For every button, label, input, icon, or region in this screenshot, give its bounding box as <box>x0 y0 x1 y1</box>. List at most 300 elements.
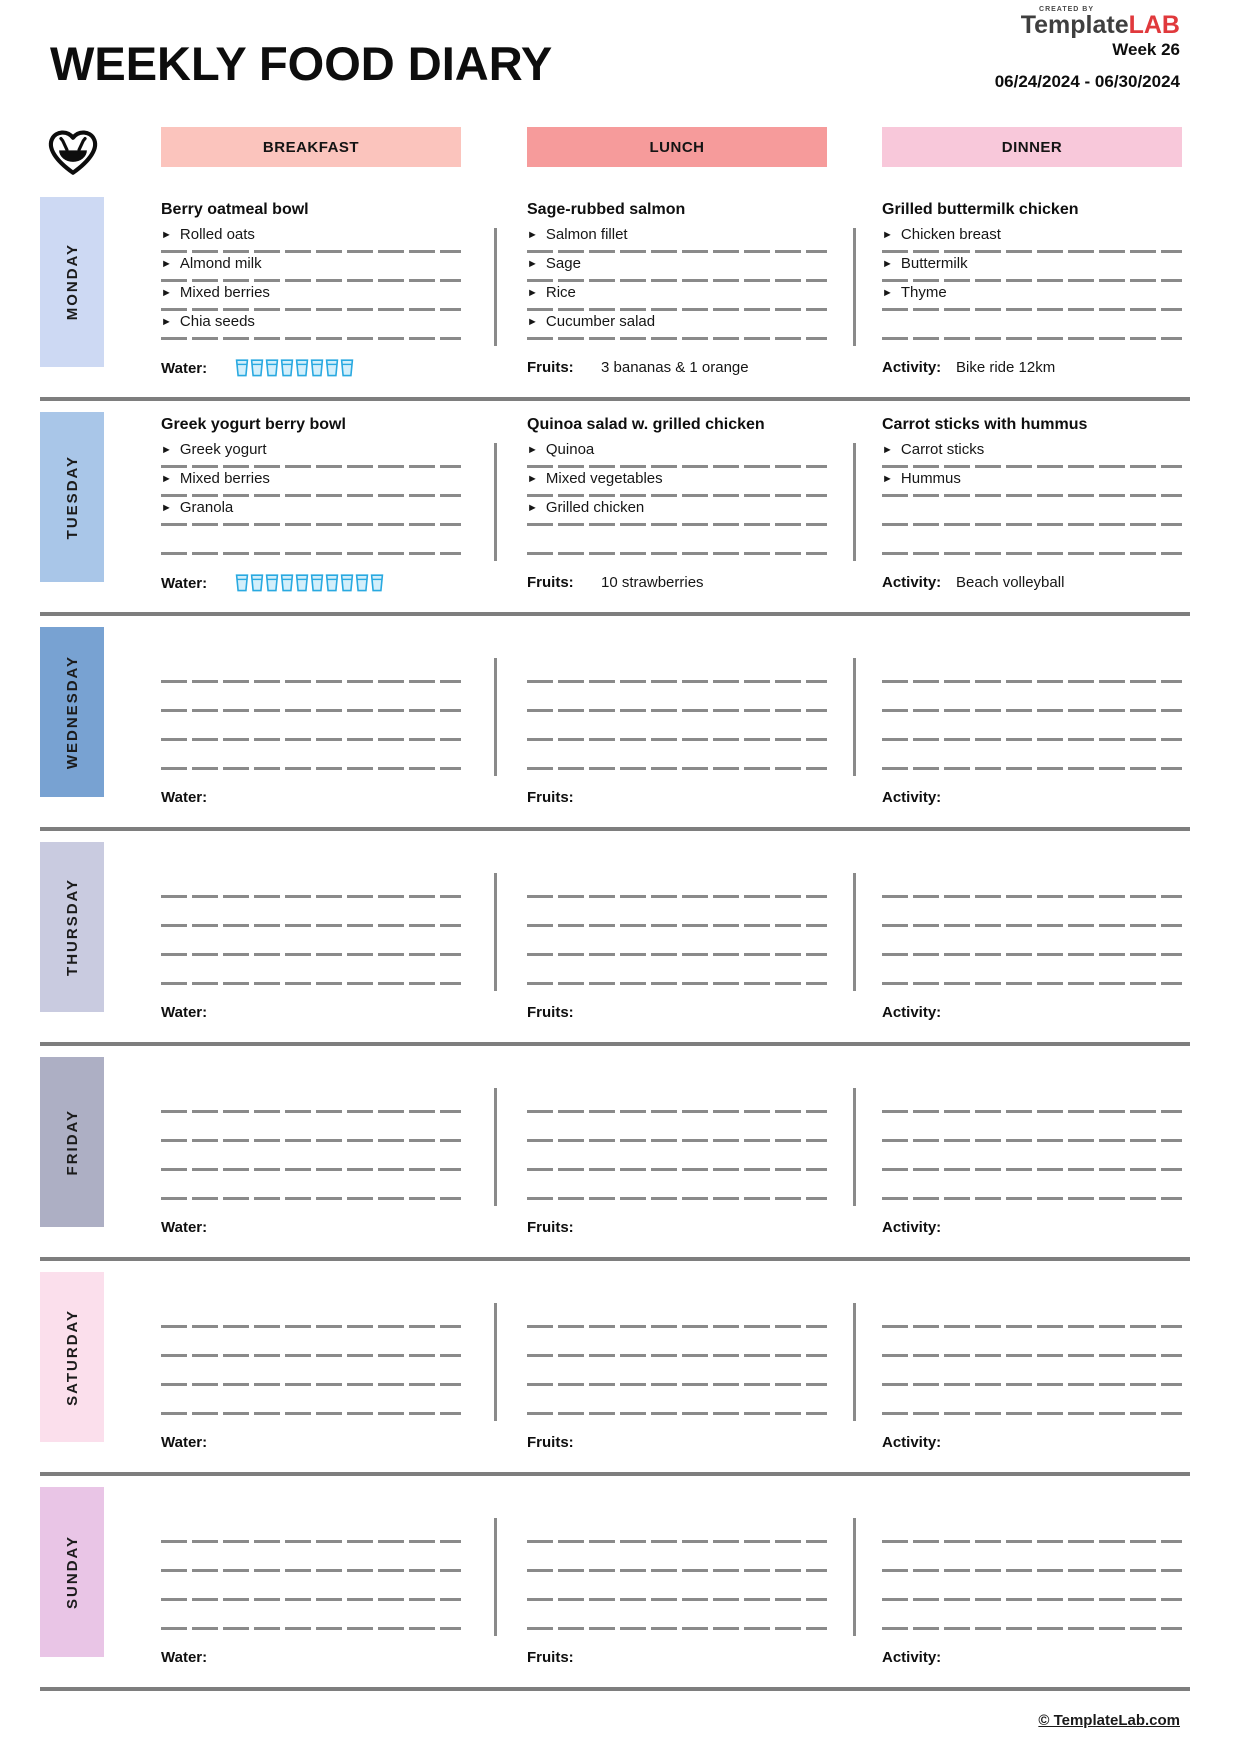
entry-underline <box>882 308 1182 311</box>
blank-entry-line <box>882 929 1182 958</box>
blank-entry-line <box>161 929 461 958</box>
activity-field <box>882 359 1055 376</box>
entry-underline <box>882 279 1182 282</box>
entry-underline <box>161 680 461 683</box>
meal-item-text: Chicken breast <box>900 226 1001 243</box>
entry-underline <box>161 1598 461 1601</box>
blank-entry-line <box>882 1603 1182 1632</box>
entry-underline <box>161 1110 461 1113</box>
meal-item-row <box>527 499 827 528</box>
fruits-label: Fruits: <box>527 789 574 806</box>
meal-item-text: Thyme <box>900 284 947 301</box>
blank-entry-line <box>527 1545 827 1574</box>
entry-underline <box>527 1325 827 1328</box>
day-name-label: SUNDAY <box>63 1535 81 1609</box>
fruits-field <box>527 359 749 376</box>
column-divider <box>494 1303 497 1421</box>
blank-entry-line <box>882 714 1182 743</box>
water-field <box>161 789 235 806</box>
blank-entry-line <box>527 1330 827 1359</box>
meal-item-text: Grilled chicken <box>545 499 645 516</box>
blank-entry-line <box>161 1388 461 1417</box>
column-divider <box>494 443 497 561</box>
brand-template-text: Template <box>1020 11 1129 39</box>
fruits-field <box>527 1004 601 1021</box>
meal-title <box>882 1261 1182 1301</box>
water-label: Water: <box>161 1004 208 1021</box>
meal-item-text: Sage <box>545 255 581 272</box>
entry-underline <box>882 982 1182 985</box>
bullet-icon: ► <box>882 287 893 299</box>
activity-field <box>882 789 956 806</box>
entry-underline <box>527 1354 827 1357</box>
entry-underline <box>527 1598 827 1601</box>
entry-underline <box>882 1197 1182 1200</box>
meal-item-text: Quinoa <box>545 441 595 458</box>
blank-entry-line <box>527 958 827 987</box>
entry-underline <box>882 552 1182 555</box>
blank-entry-line <box>882 1115 1182 1144</box>
entry-underline <box>527 1412 827 1415</box>
entry-underline <box>161 1412 461 1415</box>
blank-entry-line <box>161 1144 461 1173</box>
activity-label: Activity: <box>882 789 942 806</box>
activity-label: Activity: <box>882 1434 942 1451</box>
entry-underline <box>882 465 1182 468</box>
date-range: 06/24/2024 - 06/30/2024 <box>994 72 1180 91</box>
water-label: Water: <box>161 1434 208 1451</box>
meal-title: Berry oatmeal bowl <box>161 201 309 218</box>
blank-entry-line <box>161 1516 461 1545</box>
meal-item-row <box>882 470 1182 499</box>
entry-underline <box>527 1569 827 1572</box>
blank-entry-line <box>161 958 461 987</box>
brand-lab-text: LAB <box>1128 11 1180 39</box>
blank-entry-line <box>527 1574 827 1603</box>
blank-entry-line <box>527 1516 827 1545</box>
blank-entry-line <box>882 1330 1182 1359</box>
fruits-label: Fruits: <box>527 359 574 376</box>
meal-item-row <box>527 313 827 342</box>
day-section-friday <box>40 1046 1190 1261</box>
entry-underline <box>882 738 1182 741</box>
day-tab-friday <box>40 1057 104 1227</box>
activity-label: Activity: <box>882 1219 942 1236</box>
entry-underline <box>882 1383 1182 1386</box>
entry-underline <box>882 895 1182 898</box>
diary-grid <box>40 186 1240 1691</box>
column-header-lunch: LUNCH <box>527 127 827 167</box>
water-cup-icon <box>280 359 294 377</box>
activity-label: Activity: <box>882 574 942 591</box>
water-field <box>161 574 384 592</box>
water-cup-icon <box>340 359 354 377</box>
bullet-icon: ► <box>161 287 172 299</box>
blank-entry-line <box>882 1086 1182 1115</box>
day-name-label: TUESDAY <box>63 454 81 540</box>
blank-entry-line <box>882 685 1182 714</box>
blank-entry-line <box>882 1359 1182 1388</box>
entry-underline <box>527 1197 827 1200</box>
meal-item-text: Carrot sticks <box>900 441 985 458</box>
water-field <box>161 1434 235 1451</box>
activity-field <box>882 1219 956 1236</box>
day-tab-monday <box>40 197 104 367</box>
entry-underline <box>527 1110 827 1113</box>
activity-field <box>882 574 1064 591</box>
water-cup-icon <box>295 359 309 377</box>
meal-item-row <box>161 255 461 284</box>
day-name-label: WEDNESDAY <box>63 654 81 770</box>
created-by-label: CREATED BY <box>1039 6 1094 13</box>
water-cups <box>235 359 354 377</box>
entry-underline <box>882 709 1182 712</box>
water-cup-icon <box>325 574 339 592</box>
water-cup-icon <box>310 574 324 592</box>
day-section-sunday <box>40 1476 1190 1691</box>
day-name-label: MONDAY <box>63 243 81 321</box>
meal-title <box>161 1046 461 1086</box>
entry-underline <box>882 1110 1182 1113</box>
blank-entry-line <box>882 900 1182 929</box>
blank-entry-line <box>527 1173 827 1202</box>
water-cup-icon <box>340 574 354 592</box>
blank-entry-line <box>161 685 461 714</box>
daily-meta-row <box>40 574 1190 596</box>
blank-entry-line <box>527 900 827 929</box>
meal-item-row <box>882 441 1182 470</box>
bullet-icon: ► <box>161 502 172 514</box>
entry-underline <box>161 1197 461 1200</box>
water-cup-icon <box>250 359 264 377</box>
water-cup-icon <box>310 359 324 377</box>
daily-meta-row <box>40 789 1190 811</box>
blank-entry-line <box>527 656 827 685</box>
entry-underline <box>527 709 827 712</box>
blank-entry-line <box>527 1144 827 1173</box>
blank-entry-line <box>882 743 1182 772</box>
meal-title <box>527 831 827 871</box>
entry-underline <box>161 924 461 927</box>
day-section-saturday <box>40 1261 1190 1476</box>
meal-item-row <box>527 470 827 499</box>
water-field <box>161 1649 235 1666</box>
entry-underline <box>161 1325 461 1328</box>
blank-entry-line <box>527 871 827 900</box>
water-label: Water: <box>161 574 208 592</box>
fruits-label: Fruits: <box>527 1649 574 1666</box>
entry-underline <box>161 465 461 468</box>
meal-item-text: Chia seeds <box>179 313 255 330</box>
day-tab-sunday <box>40 1487 104 1657</box>
column-header-dinner: DINNER <box>882 127 1182 167</box>
water-cup-icon <box>250 574 264 592</box>
blank-entry-line <box>882 1516 1182 1545</box>
meal-item-text: Rolled oats <box>179 226 255 243</box>
blank-entry-line <box>527 1086 827 1115</box>
meal-title <box>882 1046 1182 1086</box>
entry-underline <box>161 982 461 985</box>
meal-title: Carrot sticks with hummus <box>882 416 1088 433</box>
column-divider <box>853 658 856 776</box>
meal-item-text: Granola <box>179 499 234 516</box>
meal-item-text: Hummus <box>900 470 961 487</box>
blank-entry-line <box>161 1173 461 1202</box>
blank-entry-line <box>161 1301 461 1330</box>
bullet-icon: ► <box>882 444 893 456</box>
meal-title: Quinoa salad w. grilled chicken <box>527 416 765 433</box>
activity-label: Activity: <box>882 1649 942 1666</box>
entry-underline <box>161 709 461 712</box>
entry-underline <box>161 308 461 311</box>
day-name-label: SATURDAY <box>63 1308 81 1406</box>
meal-title <box>161 1261 461 1301</box>
water-field <box>161 1004 235 1021</box>
entry-underline <box>527 680 827 683</box>
entry-underline <box>882 953 1182 956</box>
meal-item-text: Mixed berries <box>179 470 270 487</box>
bullet-icon: ► <box>882 229 893 241</box>
entry-underline <box>527 523 827 526</box>
blank-entry-line <box>527 1359 827 1388</box>
meal-item-text: Mixed berries <box>179 284 270 301</box>
water-cup-icon <box>235 359 249 377</box>
fruits-label: Fruits: <box>527 574 574 591</box>
meal-item-row <box>161 470 461 499</box>
daily-meta-row <box>40 1434 1190 1456</box>
fruits-field <box>527 574 704 591</box>
meal-title: Sage-rubbed salmon <box>527 201 686 218</box>
entry-underline <box>161 494 461 497</box>
daily-meta-row <box>40 1004 1190 1026</box>
blank-entry-line <box>527 1603 827 1632</box>
meal-item-row <box>882 284 1182 313</box>
entry-underline <box>527 1383 827 1386</box>
column-divider <box>853 228 856 346</box>
bullet-icon: ► <box>161 229 172 241</box>
blank-entry-line <box>161 743 461 772</box>
meal-title <box>161 1476 461 1516</box>
entry-underline <box>882 1598 1182 1601</box>
entry-underline <box>527 494 827 497</box>
meal-item-row <box>527 255 827 284</box>
meal-item-text: Almond milk <box>179 255 262 272</box>
water-label: Water: <box>161 359 208 377</box>
blank-entry-line <box>161 714 461 743</box>
fruits-field <box>527 789 601 806</box>
meal-item-row <box>161 441 461 470</box>
entry-underline <box>527 1627 827 1630</box>
blank-entry-line <box>161 656 461 685</box>
column-divider <box>853 443 856 561</box>
blank-entry-line <box>161 1359 461 1388</box>
activity-field <box>882 1434 956 1451</box>
water-cup-icon <box>295 574 309 592</box>
activity-value: Beach volleyball <box>956 574 1065 591</box>
page-title: WEEKLY FOOD DIARY <box>50 37 553 90</box>
column-divider <box>853 1303 856 1421</box>
entry-underline <box>882 1168 1182 1171</box>
meal-item-row <box>527 284 827 313</box>
bullet-icon: ► <box>161 444 172 456</box>
entry-underline <box>527 337 827 340</box>
entry-underline <box>882 1325 1182 1328</box>
entry-underline <box>161 552 461 555</box>
fruits-label: Fruits: <box>527 1219 574 1236</box>
bullet-icon: ► <box>527 316 538 328</box>
meal-item-row <box>527 226 827 255</box>
entry-underline <box>527 1168 827 1171</box>
column-divider <box>853 1518 856 1636</box>
bullet-icon: ► <box>527 229 538 241</box>
column-divider <box>494 1088 497 1206</box>
water-label: Water: <box>161 789 208 806</box>
entry-underline <box>161 1354 461 1357</box>
entry-underline <box>882 767 1182 770</box>
water-cups <box>235 574 384 592</box>
entry-underline <box>527 924 827 927</box>
blank-entry-line <box>882 1301 1182 1330</box>
meal-title <box>161 831 461 871</box>
water-field <box>161 1219 235 1236</box>
entry-underline <box>527 552 827 555</box>
day-section-wednesday <box>40 616 1190 831</box>
entry-underline <box>527 465 827 468</box>
column-divider <box>853 1088 856 1206</box>
water-cup-icon <box>370 574 384 592</box>
blank-entry-line <box>161 1086 461 1115</box>
bullet-icon: ► <box>161 258 172 270</box>
entry-underline <box>882 1569 1182 1572</box>
fruits-field <box>527 1219 601 1236</box>
blank-entry-line <box>161 1545 461 1574</box>
meal-item-row <box>161 226 461 255</box>
meal-item-row <box>882 226 1182 255</box>
day-name-label: FRIDAY <box>63 1108 81 1176</box>
meal-item-text: Buttermilk <box>900 255 968 272</box>
blank-entry-line <box>882 1545 1182 1574</box>
bullet-icon: ► <box>527 502 538 514</box>
footer-credit-link[interactable]: © TemplateLab.com <box>1038 1712 1180 1729</box>
column-divider <box>853 873 856 991</box>
blank-entry-line <box>527 1388 827 1417</box>
entry-underline <box>882 1540 1182 1543</box>
meal-title <box>161 616 461 656</box>
heart-bowl-icon <box>44 122 102 180</box>
column-header-breakfast: BREAKFAST <box>161 127 461 167</box>
meal-item-row <box>161 313 461 342</box>
entry-underline <box>161 953 461 956</box>
meal-title <box>882 1476 1182 1516</box>
bullet-icon: ► <box>161 316 172 328</box>
brand-logo <box>1021 6 1180 38</box>
entry-underline <box>527 250 827 253</box>
day-tab-tuesday <box>40 412 104 582</box>
blank-entry-line <box>527 714 827 743</box>
entry-underline <box>161 767 461 770</box>
blank-entry-line <box>882 528 1182 557</box>
bullet-icon: ► <box>161 473 172 485</box>
activity-label: Activity: <box>882 1004 942 1021</box>
blank-entry-line <box>527 685 827 714</box>
entry-underline <box>882 523 1182 526</box>
entry-underline <box>527 1540 827 1543</box>
blank-entry-line <box>161 1330 461 1359</box>
entry-underline <box>161 337 461 340</box>
meal-item-row <box>161 284 461 313</box>
activity-field <box>882 1004 956 1021</box>
blank-entry-line <box>161 1574 461 1603</box>
bullet-icon: ► <box>527 473 538 485</box>
entry-underline <box>161 1139 461 1142</box>
entry-underline <box>161 895 461 898</box>
blank-entry-line <box>882 1144 1182 1173</box>
entry-underline <box>527 895 827 898</box>
entry-underline <box>161 1383 461 1386</box>
entry-underline <box>882 680 1182 683</box>
bullet-icon: ► <box>882 473 893 485</box>
meal-title: Greek yogurt berry bowl <box>161 416 346 433</box>
fruits-value: 3 bananas & 1 orange <box>601 359 749 376</box>
bullet-icon: ► <box>527 258 538 270</box>
blank-entry-line <box>161 1603 461 1632</box>
blank-entry-line <box>161 528 461 557</box>
entry-underline <box>161 1627 461 1630</box>
daily-meta-row <box>40 359 1190 381</box>
water-cup-icon <box>235 574 249 592</box>
activity-label: Activity: <box>882 359 942 376</box>
column-divider <box>494 1518 497 1636</box>
blank-entry-line <box>527 929 827 958</box>
water-cup-icon <box>355 574 369 592</box>
meal-title <box>527 1476 827 1516</box>
entry-underline <box>161 523 461 526</box>
entry-underline <box>161 1540 461 1543</box>
entry-underline <box>161 1168 461 1171</box>
daily-meta-row <box>40 1219 1190 1241</box>
column-divider <box>494 873 497 991</box>
column-divider <box>494 228 497 346</box>
daily-meta-row <box>40 1649 1190 1671</box>
bullet-icon: ► <box>882 258 893 270</box>
entry-underline <box>527 308 827 311</box>
blank-entry-line <box>882 499 1182 528</box>
day-section-tuesday <box>40 401 1190 616</box>
entry-underline <box>882 1412 1182 1415</box>
blank-entry-line <box>882 1173 1182 1202</box>
water-cup-icon <box>265 574 279 592</box>
fruits-field <box>527 1434 601 1451</box>
blank-entry-line <box>882 958 1182 987</box>
blank-entry-line <box>882 656 1182 685</box>
activity-value: Bike ride 12km <box>956 359 1056 376</box>
day-section-thursday <box>40 831 1190 1046</box>
water-cup-icon <box>280 574 294 592</box>
blank-entry-line <box>882 1388 1182 1417</box>
fruits-label: Fruits: <box>527 1004 574 1021</box>
meal-title <box>882 616 1182 656</box>
entry-underline <box>527 982 827 985</box>
meal-title: Grilled buttermilk chicken <box>882 201 1079 218</box>
meal-item-text: Greek yogurt <box>179 441 267 458</box>
entry-underline <box>161 738 461 741</box>
meal-title <box>527 1046 827 1086</box>
entry-underline <box>527 767 827 770</box>
week-number: Week 26 <box>1112 40 1180 59</box>
water-label: Water: <box>161 1219 208 1236</box>
blank-entry-line <box>527 1115 827 1144</box>
meal-title <box>882 831 1182 871</box>
